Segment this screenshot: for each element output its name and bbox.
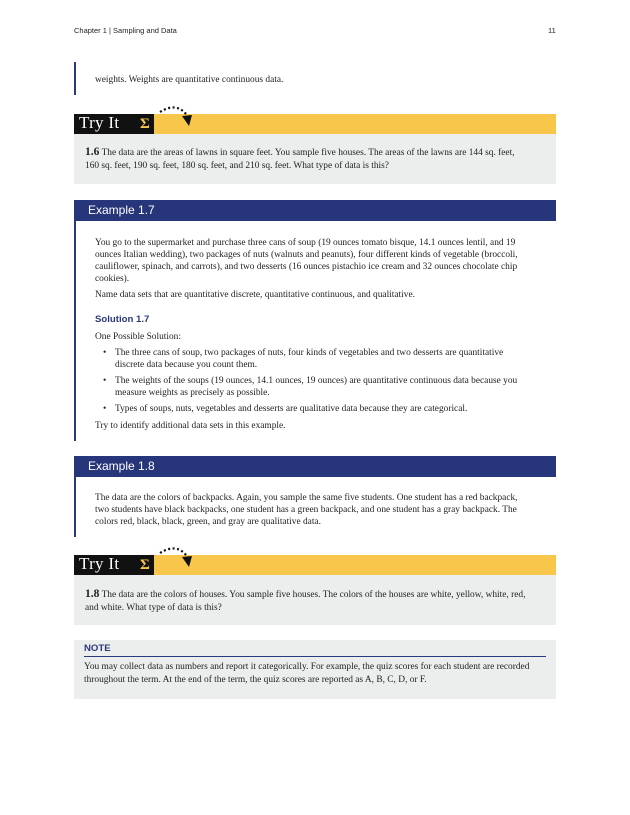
solution-intro: One Possible Solution:	[95, 332, 181, 342]
dotted-arrow-icon	[156, 545, 196, 575]
continuation-bar	[74, 62, 76, 95]
try-it-text-1: The data are the areas of lawns in square feet. You sample five houses. The areas of the lawns are 144 sq. feet,	[101, 148, 515, 158]
sigma-icon: Σ	[140, 116, 150, 132]
exercise-number: 1.8	[85, 588, 100, 600]
dotted-arrow-icon	[156, 104, 196, 134]
running-header: Chapter 1 | Sampling and Data	[74, 26, 177, 35]
bullet-icon: •	[103, 404, 107, 414]
note-line: throughout the term. At the end of the term, the quiz scores are reported as A, B, C, D, or F.	[84, 675, 427, 685]
example-bar	[74, 477, 76, 537]
example-banner	[74, 456, 556, 477]
try-it-question-line1	[85, 588, 525, 601]
try-it-question-line2: and white. What type of data is this?	[85, 603, 222, 613]
try-it-text-1: The data are the colors of houses. You sample five houses. The colors of the houses are white, yellow, white, red,	[101, 590, 526, 600]
example-para-line: ounces Italian wedding), two packages of nuts (walnuts and peanuts), four different kinds of vegetable (broccoli,	[95, 250, 518, 260]
example-para-line: The data are the colors of backpacks. Again, you sample the same five students. One student has a red backpack,	[95, 493, 518, 503]
example-para-line: two students have black backpacks, one student has a green backpack, and one student has a gray backpack. The	[95, 505, 517, 515]
example-closing: Try to identify additional data sets in this example.	[95, 421, 286, 431]
bullet-line: The three cans of soup, two packages of nuts, four kinds of vegetables and two desserts are quantitative	[115, 348, 504, 358]
example-para-line: You go to the supermarket and purchase three cans of soup (19 ounces tomato bisque, 14.1 ounces lentil, and 19	[95, 238, 516, 248]
bullet-line: discrete data because you count them.	[115, 360, 258, 370]
example-banner	[74, 200, 556, 221]
try-it-title: Try It	[79, 113, 120, 132]
bullet-icon: •	[103, 348, 107, 358]
solution-title: Solution 1.7	[95, 314, 150, 325]
example-bar	[74, 221, 76, 441]
try-it-question-line1	[85, 146, 515, 159]
exercise-number: 1.6	[85, 146, 100, 158]
note-title: NOTE	[84, 643, 111, 654]
note-line: You may collect data as numbers and report it categorically. For example, the quiz scores for each student are recorded	[84, 662, 530, 672]
bullet-icon: •	[103, 376, 107, 386]
try-it-label	[74, 114, 154, 134]
note-box	[74, 640, 556, 699]
example-para-line: cookies).	[95, 274, 130, 284]
try-it-question-line2: 160 sq. feet, 190 sq. feet, 180 sq. feet, and 210 sq. feet. What type of data is this?	[85, 161, 389, 171]
example-para-line: cauliflower, spinach, and carrots), and two desserts (16 ounces pistachio ice cream and 32 ounces chocolate chip	[95, 262, 518, 272]
bullet-line: measure weights as precisely as possible.	[115, 388, 270, 398]
note-divider	[84, 656, 546, 657]
example-para-line: colors red, black, black, green, and gray are qualitative data.	[95, 517, 321, 527]
bullet-line: Types of soups, nuts, vegetables and desserts are qualitative data because they are categorical.	[115, 404, 468, 414]
continuation-text: weights. Weights are quantitative continuous data.	[95, 75, 284, 85]
sigma-icon: Σ	[140, 557, 150, 573]
example-title: Example 1.7	[88, 203, 155, 217]
page-number: 11	[548, 26, 556, 35]
example-title: Example 1.8	[88, 459, 155, 473]
try-it-label	[74, 555, 154, 575]
example-question: Name data sets that are quantitative discrete, quantitative continuous, and qualitative.	[95, 290, 415, 300]
bullet-line: The weights of the soups (19 ounces, 14.1 ounces, 19 ounces) are quantitative continuous data because you	[115, 376, 518, 386]
try-it-title: Try It	[79, 554, 120, 573]
